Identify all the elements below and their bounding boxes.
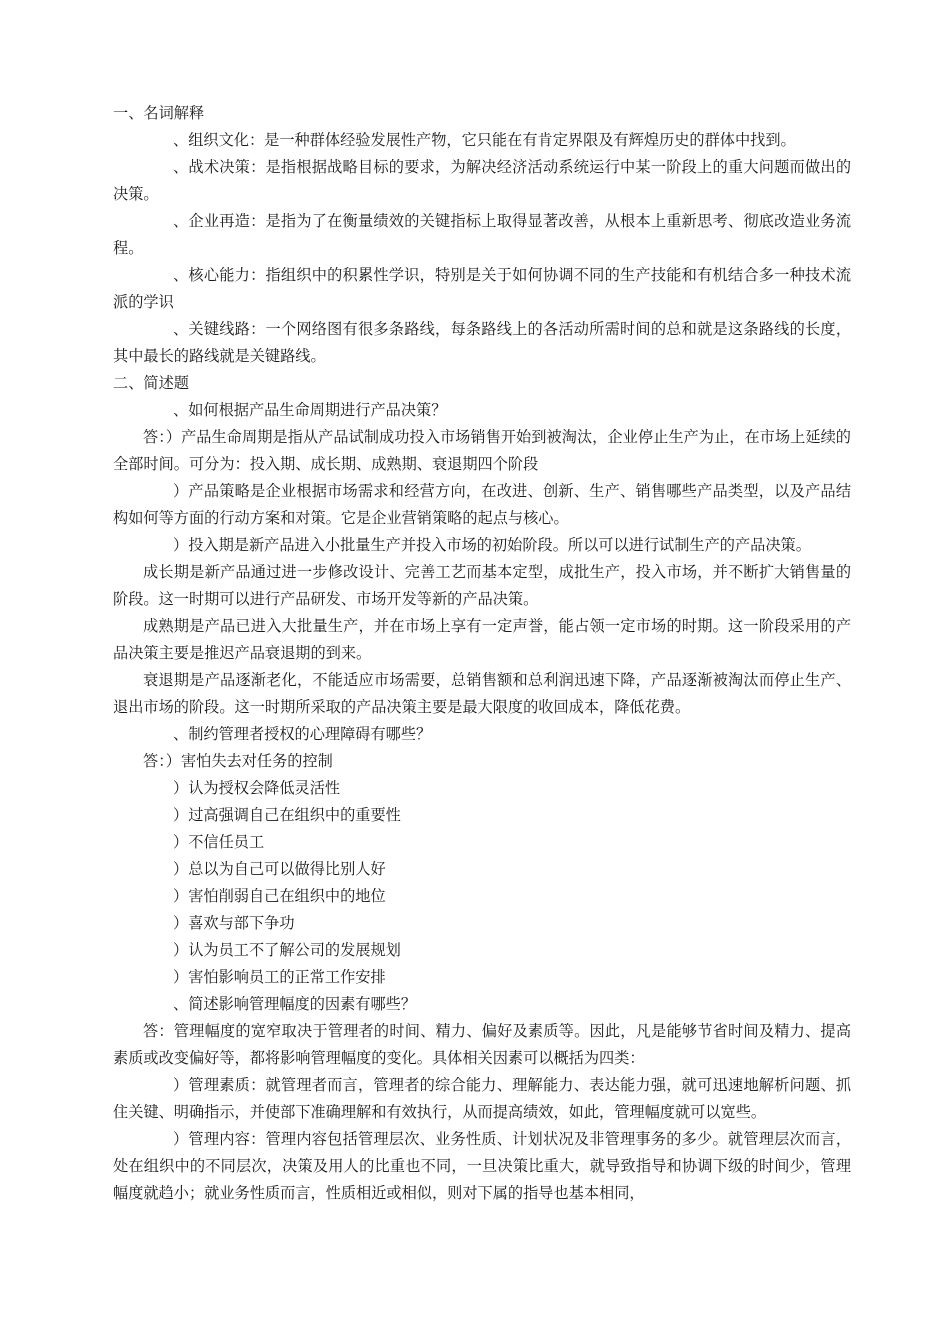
answer-3-factor-2: ）管理内容：管理内容包括管理层次、业务性质、计划状况及非管理事务的多少。就管理层次而言，处在组织中的不同层次，决策及用人的比重也不同，一旦决策比重大，就导致指导和协调下级的时间少，管理幅度就趋小；就业务性质而言，性质相近或相似，则对下属的指导也基本相同，: [113, 1130, 851, 1202]
answer-2-item: ）喜欢与部下争功: [173, 914, 295, 932]
term-reengineering: 、企业再造：是指为了在衡量绩效的关键指标上取得显著改善，从根本上重新思考、彻底改造业务流程。: [113, 212, 851, 257]
answer-1-part-1: 答：）产品生命周期是指从产品试制成功投入市场销售开始到被淘汰，企业停止生产为止，在市场上延续的全部时间。可分为：投入期、成长期、成熟期、衰退期四个阶段: [113, 428, 851, 473]
answer-2-item: ）认为员工不了解公司的发展规划: [173, 941, 401, 959]
answer-3-factor-1: ）管理素质：就管理者而言，管理者的综合能力、理解能力、表达能力强，就可迅速地解析问题、抓住关键、明确指示，并使部下准确理解和有效执行，从而提高绩效，如此，管理幅度就可以宽些。: [113, 1076, 851, 1121]
answer-3-intro: 答：管理幅度的宽窄取决于管理者的时间、精力、偏好及素质等。因此，凡是能够节省时间及精力、提高素质或改变偏好等，都将影响管理幅度的变化。具体相关因素可以概括为四类：: [113, 1022, 851, 1067]
answer-2-item: ）害怕削弱自己在组织中的地位: [173, 887, 386, 905]
question-1: 、如何根据产品生命周期进行产品决策？: [173, 401, 447, 419]
answer-1-growth: 成长期是新产品通过进一步修改设计、完善工艺而基本定型，成批生产，投入市场，并不断扩大销售量的阶段。这一时期可以进行产品研发、市场开发等新的产品决策。: [113, 563, 851, 608]
section-heading-terms: 一、名词解释: [113, 104, 205, 122]
answer-1-decline: 衰退期是产品逐渐老化，不能适应市场需要，总销售额和总利润迅速下降，产品逐渐被淘汰而停止生产、退出市场的阶段。这一时期所采取的产品决策主要是最大限度的收回成本，降低花费。: [113, 671, 851, 716]
answer-2-first: 答：）害怕失去对任务的控制: [143, 752, 333, 770]
answer-1-maturity: 成熟期是产品已进入大批量生产，并在市场上享有一定声誉，能占领一定市场的时期。这一阶段采用的产品决策主要是推迟产品衰退期的到来。: [113, 617, 851, 662]
term-tactical-decision: 、战术决策：是指根据战略目标的要求，为解决经济活动系统运行中某一阶段上的重大问题而做出的决策。: [113, 158, 851, 203]
answer-1-part-2: ）产品策略是企业根据市场需求和经营方向，在改进、创新、生产、销售哪些产品类型，以及产品结构如何等方面的行动方案和对策。它是企业营销策略的起点与核心。: [113, 482, 851, 527]
answer-2-item: ）总以为自己可以做得比别人好: [173, 860, 386, 878]
section-heading-short-answer: 二、简述题: [113, 374, 189, 392]
answer-2-item: ）过高强调自己在组织中的重要性: [173, 806, 401, 824]
answer-2-item: ）害怕影响员工的正常工作安排: [173, 968, 386, 986]
term-critical-path: 、关键线路：一个网络图有很多条路线，每条路线上的各活动所需时间的总和就是这条路线的长度，其中最长的路线就是关键路线。: [113, 320, 851, 365]
term-org-culture: 、组织文化：是一种群体经验发展性产物，它只能在有肯定界限及有辉煌历史的群体中找到。: [173, 131, 796, 149]
answer-2-item: ）认为授权会降低灵活性: [173, 779, 341, 797]
term-core-competence: 、核心能力：指组织中的积累性学识，特别是关于如何协调不同的生产技能和有机结合多一种技术流派的学识: [113, 266, 851, 311]
answer-1-part-3: ）投入期是新产品进入小批量生产并投入市场的初始阶段。所以可以进行试制生产的产品决策。: [173, 536, 811, 554]
answer-2-item: ）不信任员工: [173, 833, 265, 851]
document-body: [113, 100, 851, 1207]
question-2: 、制约管理者授权的心理障碍有哪些？: [173, 725, 432, 743]
question-3: 、简述影响管理幅度的因素有哪些？: [173, 995, 416, 1013]
